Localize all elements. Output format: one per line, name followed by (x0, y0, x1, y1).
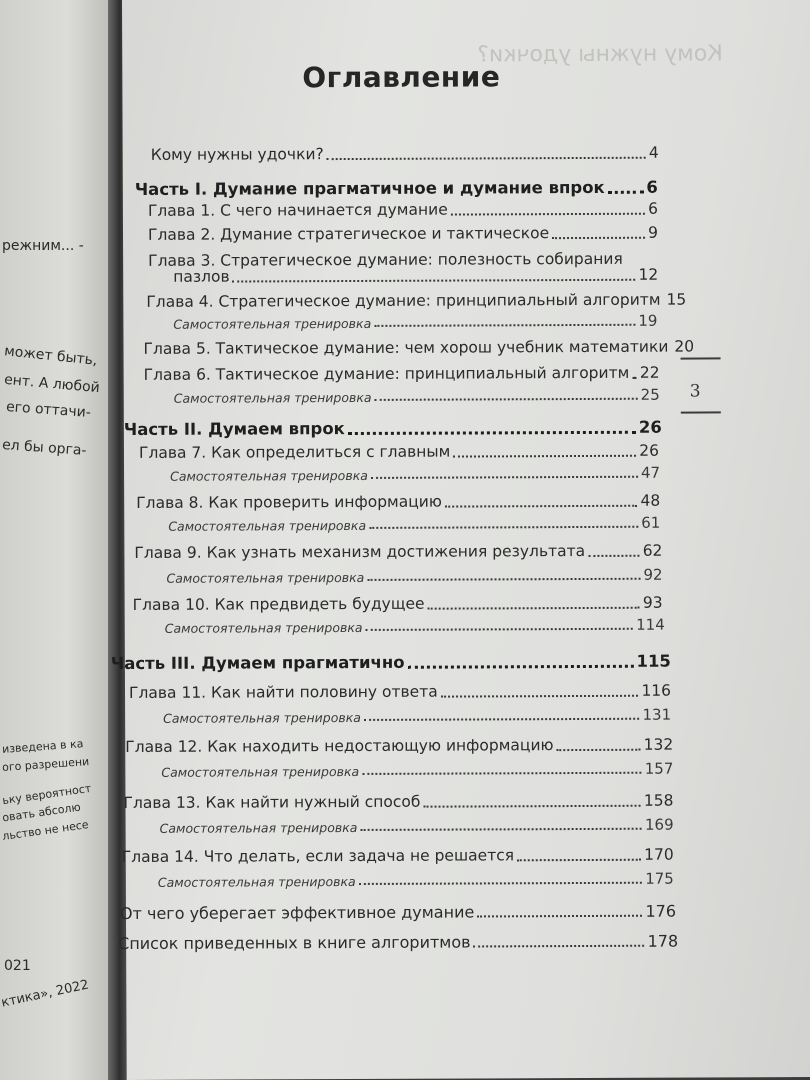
toc-entry-page: 48 (640, 491, 661, 510)
toc-entry (143, 363, 660, 384)
leader-dots (367, 578, 640, 581)
toc-entry (147, 199, 658, 220)
toc-entry-page: 61 (641, 513, 661, 532)
toc-entry (121, 845, 674, 867)
leader-dots (327, 156, 646, 159)
toc-entry (125, 735, 674, 756)
toc-entry-page: 9 (648, 223, 659, 242)
leader-dots (453, 454, 636, 457)
toc-entry-label: Самостоятельная тренировка (157, 873, 356, 890)
leader-dots (588, 554, 640, 556)
table-of-contents-page (110, 0, 810, 1080)
toc-entry-label: Самостоятельная тренировка (166, 569, 365, 586)
toc-entry-label: Самостоятельная тренировка (161, 763, 360, 780)
toc-exercise-entry (157, 869, 674, 890)
toc-entry-page: 19 (638, 311, 658, 330)
toc-entry (119, 901, 677, 924)
toc-entry-label: Глава 9. Как узнать механизм достижения результата (134, 541, 586, 562)
toc-part-entry (134, 177, 658, 199)
toc-entry-page: 114 (636, 615, 665, 634)
toc-entry (143, 337, 695, 358)
toc-entry-page: 4 (648, 143, 659, 162)
toc-entry-page: 170 (644, 845, 674, 864)
left-page-fragment: изведена в ка (1, 737, 84, 756)
left-page-fragment: его оттачи- (5, 399, 92, 421)
toc-entry-page: 92 (643, 565, 663, 584)
leader-dots (366, 628, 634, 631)
toc-entry (147, 223, 659, 244)
left-page-fragment: может быть, (3, 343, 99, 369)
toc-exercise-entry (170, 463, 661, 484)
leader-dots (451, 212, 645, 215)
toc-exercise-entry (166, 565, 663, 586)
toc-entry-label: Самостоятельная тренировка (159, 819, 358, 836)
toc-entry (123, 791, 674, 813)
toc-entry-page: 22 (639, 363, 660, 382)
left-page-fragment: овать абсолю (1, 800, 82, 825)
toc-exercise-entry (161, 759, 674, 780)
toc-entry-label: Часть II. Думаем впрок (123, 419, 345, 439)
toc-entry-page: 131 (642, 705, 672, 724)
toc-entry (132, 593, 663, 614)
toc-entry-page: 47 (640, 463, 661, 482)
leader-dots (371, 476, 638, 479)
toc-entry-page: 12 (638, 265, 659, 284)
page-number-rule-top (681, 357, 721, 359)
toc-entry-label: Глава 1. С чего начинается думание (147, 200, 448, 220)
toc-entry-label: Глава 14. Что делать, если задача не решается (121, 846, 515, 867)
page-title: Оглавление (302, 60, 501, 95)
toc-entry-label: Глава 4. Стратегическое думание: принципиальный алгоритм (146, 290, 661, 311)
left-page-fragment: ого разрешени (1, 754, 90, 775)
toc-entry-page: 176 (645, 901, 677, 921)
toc-entry-page: 132 (643, 735, 674, 754)
page-number-rule-bottom (681, 411, 721, 413)
toc-entry-page: 26 (638, 417, 662, 437)
toc-entry-label: Самостоятельная тренировка (173, 389, 372, 406)
toc-exercise-entry (168, 513, 661, 534)
toc-entry-page: 62 (642, 541, 663, 560)
toc-entry (128, 681, 672, 702)
leader-dots (428, 606, 640, 609)
leader-dots (557, 748, 641, 750)
toc-entry-page: 158 (643, 791, 674, 810)
leader-dots (362, 772, 642, 775)
toc-entry-page: 93 (642, 593, 663, 612)
toc-entry-page: 116 (641, 681, 672, 700)
toc-entry-page: 115 (636, 651, 671, 671)
toc-entry (118, 931, 679, 954)
leader-dots (374, 324, 635, 327)
toc-entry-label: Самостоятельная тренировка (164, 619, 363, 636)
toc-entry-label: Часть III. Думаем прагматично (110, 652, 405, 674)
leader-dots (445, 504, 638, 507)
left-page-fragment: ел бы орга- (1, 437, 88, 459)
toc-part-entry (123, 417, 662, 439)
left-page-fragment: льство не несе (1, 818, 90, 843)
left-page-fragment: ьку вероятност (1, 781, 92, 808)
leader-dots (359, 882, 643, 885)
toc-exercise-entry (159, 815, 674, 836)
leader-dots (364, 718, 640, 721)
toc-entry (138, 441, 660, 462)
toc-entry-page: 169 (644, 815, 674, 834)
left-page-fragment: 021 (4, 958, 31, 974)
toc-entry-label: Список приведенных в книге алгоритмов (118, 932, 471, 954)
leader-dots (408, 664, 634, 668)
leader-dots (369, 526, 638, 529)
previous-page (0, 0, 112, 1080)
leader-dots (233, 278, 636, 282)
toc-entry-label: Глава 8. Как проверить информацию (136, 492, 442, 512)
toc-entry-label: Глава 6. Тактическое думание: принципиальный алгоритм (143, 363, 630, 384)
toc-entry-page: 20 (674, 337, 695, 356)
toc-entry-page: 26 (639, 441, 660, 460)
toc-exercise-entry (164, 615, 665, 636)
toc-entry-label: Глава 13. Как найти нужный способ (123, 792, 421, 813)
toc-entry-label: Самостоятельная тренировка (173, 315, 372, 332)
toc-exercise-entry (173, 311, 658, 332)
toc-entry-page: 6 (646, 177, 658, 197)
toc-entry-label: Глава 2. Думание стратегическое и тактическое (147, 224, 550, 244)
toc-entry-page: 175 (645, 869, 674, 888)
toc-entry-page: 157 (644, 759, 674, 778)
toc-entry-label: Самостоятельная тренировка (170, 467, 368, 484)
leader-dots (360, 828, 642, 831)
left-page-fragment: режним... - (2, 238, 84, 254)
toc-entry-label: Глава 11. Как найти половину ответа (128, 682, 438, 702)
toc-entry-page: 15 (666, 290, 687, 309)
toc-entry (136, 491, 661, 512)
left-page-fragment: ктика», 2022 (0, 977, 91, 1011)
leader-dots (348, 430, 636, 434)
toc-entry-label: Глава 3. Стратегическое думание: полезность собирания (148, 249, 623, 270)
toc-entry-label: Глава 12. Как находить недостающую информацию (125, 736, 554, 756)
page-number: 3 (689, 381, 701, 402)
toc-entry-label: Глава 5. Тактическое думание: чем хорош учебник математики (143, 337, 669, 358)
leader-dots (517, 858, 641, 861)
leader-dots (608, 190, 644, 193)
toc-entry (150, 143, 659, 164)
toc-entry-label-continued: пазлов (173, 267, 230, 286)
toc-entry-label: Самостоятельная тренировка (168, 517, 367, 534)
toc-entry-page: 178 (647, 931, 679, 951)
leader-dots (552, 236, 645, 238)
leader-dots (474, 945, 645, 948)
toc-exercise-entry (163, 705, 672, 726)
toc-entry-page: 25 (640, 385, 660, 404)
toc-entry-label: Глава 10. Как предвидеть будущее (132, 594, 425, 614)
toc-entry (134, 541, 663, 562)
leader-dots (375, 398, 638, 401)
leader-dots (423, 804, 641, 807)
show-through-text: Кому нужны удочки? (477, 41, 723, 68)
toc-exercise-entry (173, 385, 660, 406)
leader-dots (632, 376, 637, 378)
left-page-fragment: ент. А любой (3, 371, 101, 397)
toc-entry (146, 290, 687, 311)
toc-entry-label: Самостоятельная тренировка (163, 709, 361, 726)
leader-dots (441, 694, 639, 697)
leader-dots (477, 915, 642, 918)
toc-entry-label: От чего уберегает эффективное думание (119, 902, 475, 924)
toc-entry-label: Кому нужны удочки? (150, 145, 324, 164)
toc-part-entry (110, 651, 671, 674)
toc-entry (173, 265, 659, 286)
toc-entry-label: Часть I. Думание прагматичное и думание впрок (134, 177, 605, 199)
toc-entry-label: Глава 7. Как определиться с главным (138, 442, 451, 462)
toc-entry-page: 6 (648, 199, 658, 218)
